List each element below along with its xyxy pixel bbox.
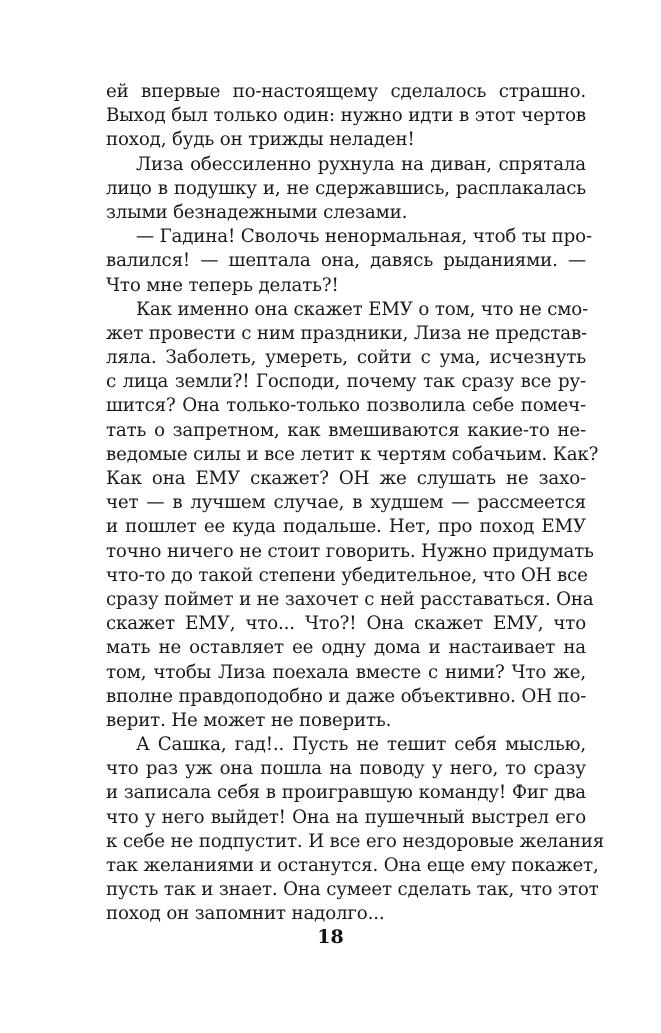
text-line: пусть так и знает. Она сумеет сделать так, что этот <box>106 879 599 901</box>
body-text <box>106 80 605 927</box>
paragraph <box>106 733 605 927</box>
text-line: А Сашка, гад!.. Пусть не тешит себя мыслью, <box>136 734 586 756</box>
text-line: к себе не подпустит. И все его нездоровые желания <box>106 830 605 852</box>
text-line: и пошлет ее куда подальше. Нет, про поход ЕМУ <box>106 516 586 538</box>
text-line: так желаниями и останутся. Она еще ему покажет, <box>106 855 599 876</box>
text-line: поход он запомнит надолго... <box>106 903 385 925</box>
paragraph <box>106 80 586 153</box>
text-line: Лиза обессиленно рухнула на диван, спрятала <box>136 153 586 175</box>
text-line: Как именно она скажет ЕМУ о том, что не смо- <box>136 298 589 320</box>
text-line: валился! — шептала она, давясь рыданиями. — <box>106 250 586 272</box>
text-line: скажет ЕМУ, что... Что?! Она скажет ЕМУ, что <box>106 613 586 635</box>
text-line: шится? Она только-только позволила себе помеч- <box>106 395 586 417</box>
text-line: ляла. Заболеть, умереть, сойти с ума, исчезнуть <box>106 347 586 369</box>
text-line: том, чтобы Лиза поехала вместе с ними? Что же, <box>106 661 586 683</box>
paragraph <box>106 225 592 298</box>
text-line: и записала себя в проигравшую команду! Фиг два <box>106 782 586 804</box>
text-line: жет провести с ним праздники, Лиза не представ- <box>106 322 588 344</box>
text-line: сразу поймет и не захочет с ней расставаться. Она <box>106 588 594 610</box>
paragraph <box>106 298 599 733</box>
text-line: что у него выйдет! Она на пушечный выстрел его <box>106 806 586 828</box>
text-line: что раз уж она пошла на поводу у него, то сразу <box>106 758 586 780</box>
text-line: Как она ЕМУ скажет? ОН же слушать не захо- <box>106 468 586 489</box>
paragraph <box>106 153 586 226</box>
text-line: тать о запретном, как вмешиваются какие-то не- <box>106 419 586 441</box>
text-line: верит. Не может не поверить. <box>106 709 392 731</box>
text-line: чет — в лучшем случае, в худшем — рассмеется <box>106 492 586 514</box>
text-line: ей впервые по-настоящему сделалось страшно. <box>106 81 586 102</box>
text-line: вполне правдоподобно и даже объективно. ОН по- <box>106 685 587 707</box>
text-line: Что мне теперь делать?! <box>106 274 339 296</box>
text-line: злыми безнадежными слезами. <box>106 201 408 223</box>
page-number: 18 <box>317 926 344 948</box>
text-line: что-то до такой степени убедительное, что ОН все <box>106 564 588 586</box>
text-line: ведомые силы и все летит к чертям собачьим. Как? <box>106 443 599 465</box>
text-line: — Гадина! Сволочь ненормальная, чтоб ты про- <box>136 226 592 248</box>
text-line: лицо в подушку и, не сдержавшись, расплакалась <box>106 177 586 199</box>
text-line: с лица земли?! Господи, почему так сразу все ру- <box>106 371 586 393</box>
text-line: мать не оставляет ее одну дома и настаивает на <box>106 637 586 659</box>
text-line: Выход был только один: нужно идти в этот чертов <box>106 105 586 127</box>
text-line: поход, будь он трижды неладен! <box>106 129 415 151</box>
text-line: точно ничего не стоит говорить. Нужно придумать <box>106 540 594 562</box>
